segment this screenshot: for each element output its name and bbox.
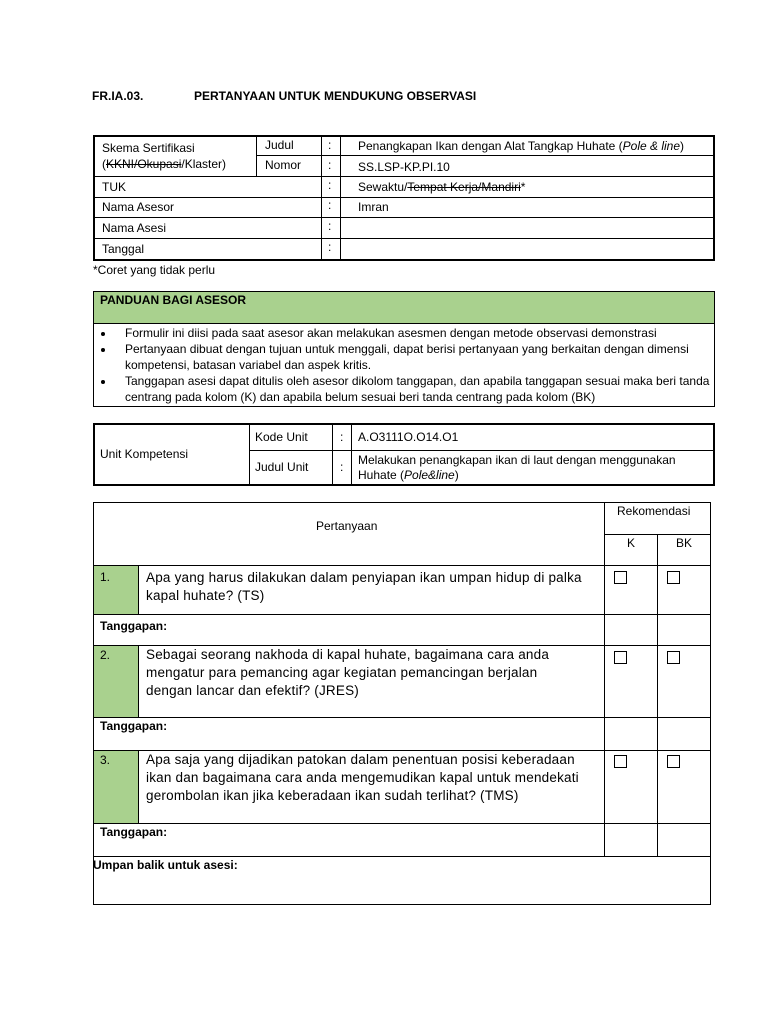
- k-checkbox[interactable]: [614, 571, 627, 584]
- asesi-label: Nama Asesi: [102, 221, 167, 235]
- colon: :: [340, 430, 344, 444]
- question-text: Apa saja yang dijadikan patokan dalam penentuan posisi keberadaan ikan dan bagaimana cara anda mengemudikan kapal untuk mendekati gerombolan ikan jika keberadaan ikan sudah terlihat? (TMS): [146, 752, 579, 803]
- colon: :: [328, 240, 332, 254]
- tanggal-label: Tanggal: [102, 242, 145, 256]
- response-label: Tanggapan:: [100, 619, 168, 633]
- question-text: Sebagai seorang nakhoda di kapal huhate, bagaimana cara anda mengatur para pemancing agar kegiatan pemancingan berjalan dengan lancar dan efektif? (JRES): [146, 647, 550, 698]
- question-number: 3.: [100, 753, 111, 767]
- footnote: *Coret yang tidak perlu: [93, 263, 216, 277]
- unit-label: Unit Kompetensi: [100, 447, 189, 461]
- nomor-label: Nomor: [265, 158, 302, 172]
- judul-unit-value: Melakukan penangkapan ikan di laut dengan menggunakan Huhate (Pole&line): [358, 453, 676, 482]
- guide-list: [95, 325, 710, 405]
- judul-value: Penangkapan Ikan dengan Alat Tangkap Huhate (Pole & line): [358, 139, 685, 153]
- header-bk: BK: [676, 536, 693, 550]
- question-number: 2.: [100, 648, 111, 662]
- bk-checkbox[interactable]: [667, 755, 680, 768]
- judul-label: Judul: [265, 138, 294, 152]
- header-k: K: [627, 536, 636, 550]
- question-text: Apa yang harus dilakukan dalam penyiapan ikan umpan hidup di palka kapal huhate? (TS): [146, 570, 582, 603]
- guide-item: • Formulir ini diisi pada saat asesor akan melakukan asesmen dengan metode observasi demonstrasi: [115, 325, 710, 341]
- guide-item: • Pertanyaan dibuat dengan tujuan untuk menggali, dapat berisi pertanyaan yang berkaitan dengan dimensi kompetensi, batasan variabel dan aspek kritis.: [115, 341, 710, 373]
- header-pertanyaan: Pertanyaan: [316, 519, 378, 533]
- asesor-label: Nama Asesor: [102, 200, 175, 214]
- response-label: Tanggapan:: [100, 825, 168, 839]
- question-number: 1.: [100, 570, 111, 584]
- bk-checkbox[interactable]: [667, 571, 680, 584]
- feedback-label: Umpan balik untuk asesi:: [93, 858, 238, 872]
- skema-sublabel: (KKNI/Okupasi/Klaster): [102, 157, 227, 171]
- guide-title: PANDUAN BAGI ASESOR: [100, 293, 247, 307]
- header-rekomendasi: Rekomendasi: [617, 504, 691, 518]
- guide-list-wrap: [95, 325, 710, 405]
- k-checkbox[interactable]: [614, 755, 627, 768]
- colon: :: [328, 138, 332, 152]
- bk-checkbox[interactable]: [667, 651, 680, 664]
- colon: :: [328, 219, 332, 233]
- judul-unit-label: Judul Unit: [255, 460, 309, 474]
- kode-unit-value: A.O3111O.O14.O1: [358, 430, 459, 444]
- colon: :: [328, 158, 332, 172]
- nomor-value: SS.LSP-KP.PI.10: [358, 160, 450, 174]
- colon: :: [328, 178, 332, 192]
- tuk-value: Sewaktu/Tempat Kerja/Mandiri*: [358, 180, 526, 194]
- form-code: FR.IA.03.: [92, 89, 144, 103]
- kode-unit-label: Kode Unit: [255, 430, 308, 444]
- colon: :: [328, 198, 332, 212]
- colon: :: [340, 460, 344, 474]
- skema-label: Skema Sertifikasi: [102, 141, 195, 155]
- guide-item: • Tanggapan asesi dapat ditulis oleh asesor dikolom tanggapan, dan apabila tanggapan sesuai maka beri tanda centrang pada kolom (K) dan apabila belum sesuai beri tanda centrang pada kolom (BK): [115, 373, 710, 405]
- tuk-label: TUK: [102, 180, 126, 194]
- asesor-value: Imran: [358, 200, 389, 214]
- k-checkbox[interactable]: [614, 651, 627, 664]
- response-label: Tanggapan:: [100, 719, 168, 733]
- form-title: PERTANYAAN UNTUK MENDUKUNG OBSERVASI: [194, 89, 477, 103]
